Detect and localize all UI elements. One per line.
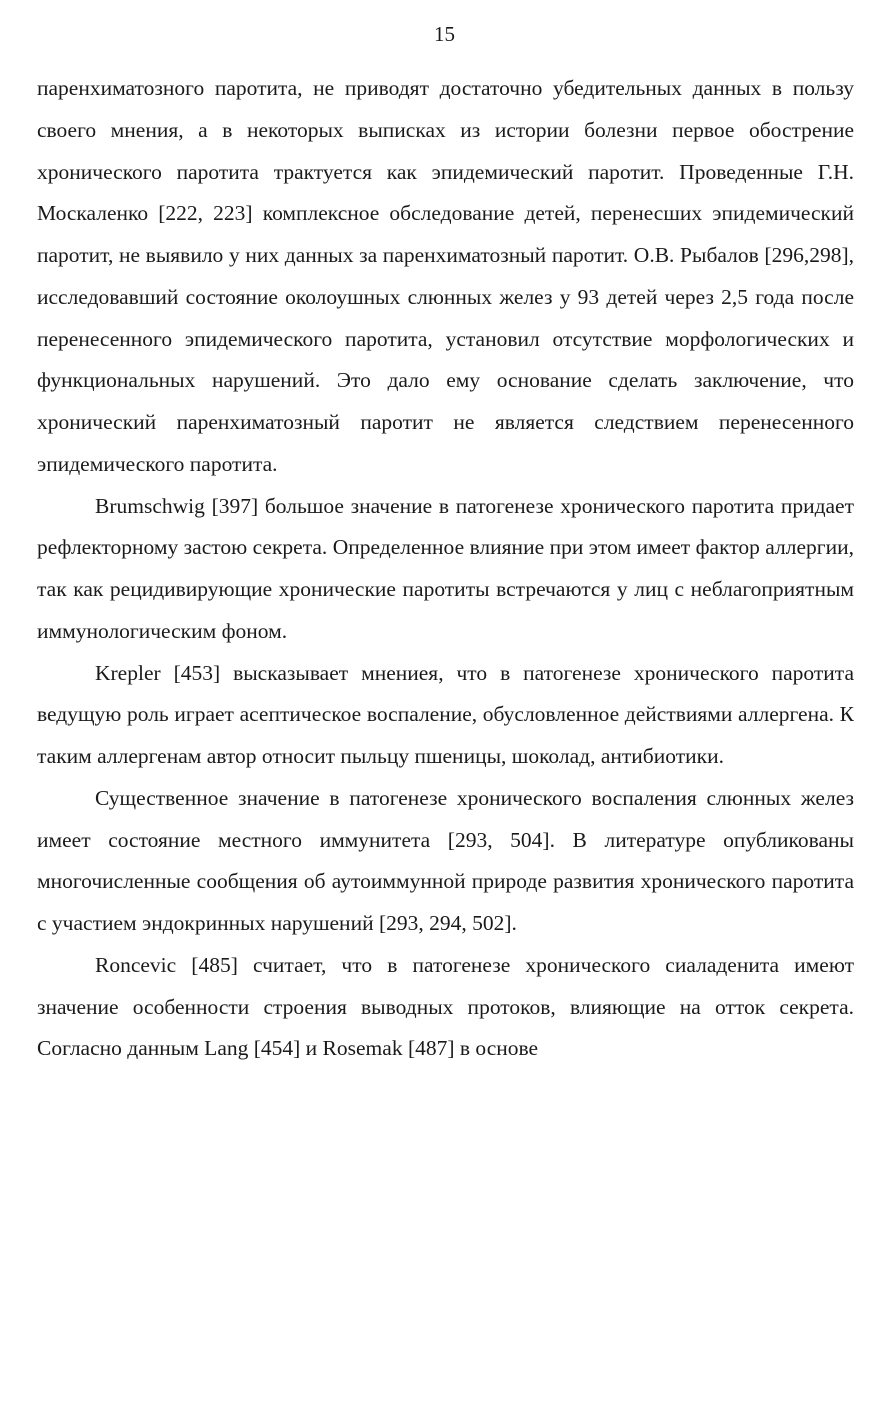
paragraph-brumschwig: Brumschwig [397] большое значение в патогенезе хронического паротита придает рефлекторному застою секрета. Определенное влияние при этом имеет фактор аллергии, так как рецидивирующие хронические паротиты встречаются у лиц с неблагоприятным иммунологическим фоном. [37,493,854,643]
paragraph-krepler: Krepler [453] высказывает мнениея, что в патогенезе хронического паротита ведущую роль играет асептическое воспаление, обусловленное действиями аллергена. К таким аллергенам автор относит пыльцу пшеницы, шоколад, антибиотики. [37,660,854,768]
body-text [37,68,854,1070]
paragraph-local-immunity: Существенное значение в патогенезе хронического воспаления слюнных желез имеет состояние местного иммунитета [293, 504]. В литературе опубликованы многочисленные сообщения об аутоиммунной природе развития хронического паротита с участием эндокринных нарушений [293, 294, 502]. [37,785,854,935]
paragraph-continuation: паренхиматозного паротита, не приводят достаточно убедительных данных в пользу своего мнения, а в некоторых выписках из истории болезни первое обострение хронического паротита трактуется как эпидемический паротит. Проведенные Г.Н. Москаленко [222, 223] комплексное обследование детей, перенесших эпидемический паротит, не выявило у них данных за паренхиматозный паротит. О.В. Рыбалов [296,298], исследовавший состояние околоушных слюнных желез у 93 детей через 2,5 года после перенесенного эпидемического паротита, установил отсутствие морфологических и функциональных нарушений. Это дало ему основание сделать заключение, что хронический паренхиматозный паротит не является следствием перенесенного эпидемического паротита. [37,76,854,476]
page-number: 15 [434,22,455,46]
paragraph-roncevic: Roncevic [485] считает, что в патогенезе хронического сиаладенита имеют значение особенности строения выводных протоков, влияющие на отток секрета. Согласно данным Lang [454] и Rosemak [487] в основе [37,952,854,1061]
